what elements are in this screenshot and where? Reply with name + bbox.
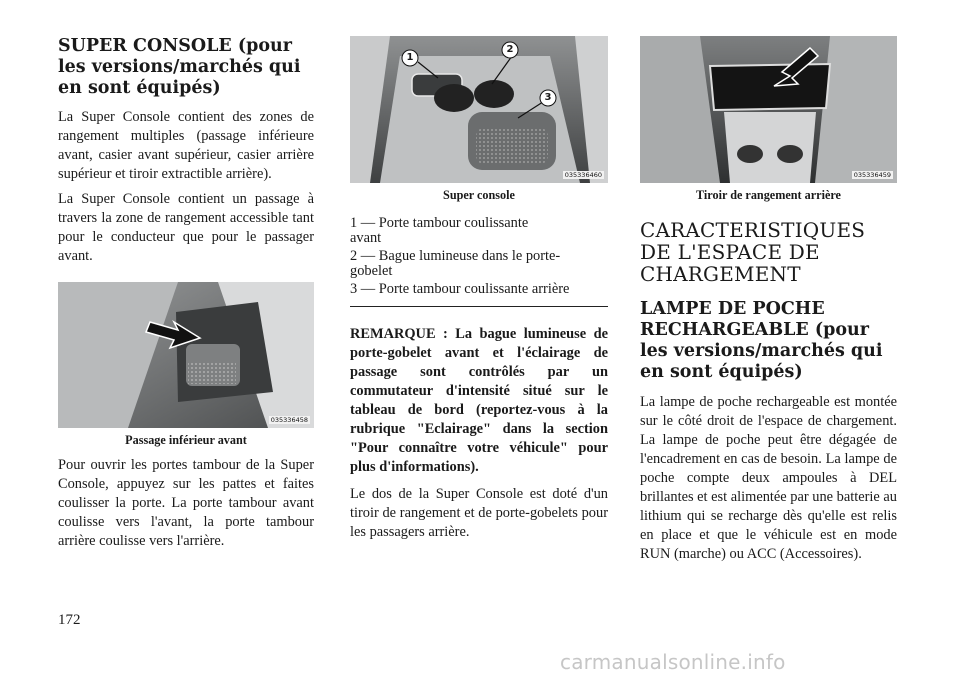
photo-super-console-drawing <box>350 36 608 183</box>
column-right <box>640 36 897 564</box>
legend-list <box>350 216 608 297</box>
caption-front-passage: Passage inférieur avant <box>125 433 247 447</box>
photo-super-console <box>350 36 608 183</box>
callout-1: 1 <box>406 52 414 63</box>
paragraph-passage: La Super Console contient un passage à travers la zone de rangement accessible tant pour le conducteur que pour le passager avant. <box>58 191 314 264</box>
column-left <box>58 36 314 551</box>
section-heading-super-console: SUPER CONSOLE (pour les versions/marchés qui en sont équipés) <box>58 36 301 98</box>
paragraph-rear-drawer: Le dos de la Super Console est doté d'un tiroir de rangement et de porte-gobelets pour les passagers arrière. <box>350 485 608 540</box>
section-heading-flashlight: LAMPE DE POCHE RECHARGEABLE (pour les versions/marchés qui en sont équipés) <box>640 299 883 382</box>
callout-2: 2 <box>506 44 514 55</box>
caption-super-console: Super console <box>443 188 515 202</box>
column-middle <box>350 36 608 542</box>
paragraph-flashlight: La lampe de poche rechargeable est montée sur le côté droit de l'espace de chargement. La lampe de poche peut être dégagée de l'encadrement en cas de besoin. La lampe de poche compte deux ampoules à DEL brillantes et est alimentée par une batterie au lithium qui se recharge dès qu'elle est relis en place et que le véhicule est en mode RUN (marche) ou ACC (Accessoires). <box>640 394 897 562</box>
legend-item-3: 3 — Porte tambour coulissante arrière <box>350 281 570 297</box>
page-number: 172 <box>58 612 81 628</box>
paragraph-open-doors: Pour ouvrir les portes tambour de la Super Console, appuyez sur les pattes et faites coulisser la porte. La porte tambour avant coulisse vers l'avant, la porte tambour arrière coulisse vers l'arrière. <box>58 457 314 549</box>
paragraph-storage-zones: La Super Console contient des zones de rangement multiples (passage inférieure avant, casier avant supérieur, casier arrière supérieur et tiroir extractible arrière). <box>58 109 314 182</box>
photo-id: 035336459 <box>853 171 891 179</box>
photo-id: 035336460 <box>564 171 602 179</box>
photo-front-passage <box>58 282 314 428</box>
watermark: carmanualsonline.info <box>560 650 786 674</box>
divider <box>350 306 608 307</box>
caption-rear-drawer: Tiroir de rangement arrière <box>696 188 841 202</box>
legend-item-2: 2 — Bague lumineuse dans le porte-gobelet <box>350 248 561 279</box>
photo-rear-drawer-drawing <box>640 36 897 183</box>
photo-id: 035336458 <box>270 416 308 424</box>
photo-rear-drawer <box>640 36 897 183</box>
legend-item-1: 1 — Porte tambour coulissante avant <box>350 215 529 246</box>
remark-note: REMARQUE : La bague lumineuse de porte-gobelet avant et l'éclairage de passage sont contrôlés par un commutateur d'intensité situé sur le tableau de bord (reportez-vous à la rubrique "Eclairage" dans la section "Pour connaître votre véhicule" pour plus d'informations). <box>350 325 608 475</box>
main-heading-cargo: CARACTERISTIQUES DE L'ESPACE DE CHARGEMENT <box>640 218 866 286</box>
photo-front-passage-drawing <box>58 282 314 428</box>
callout-3: 3 <box>544 92 552 103</box>
